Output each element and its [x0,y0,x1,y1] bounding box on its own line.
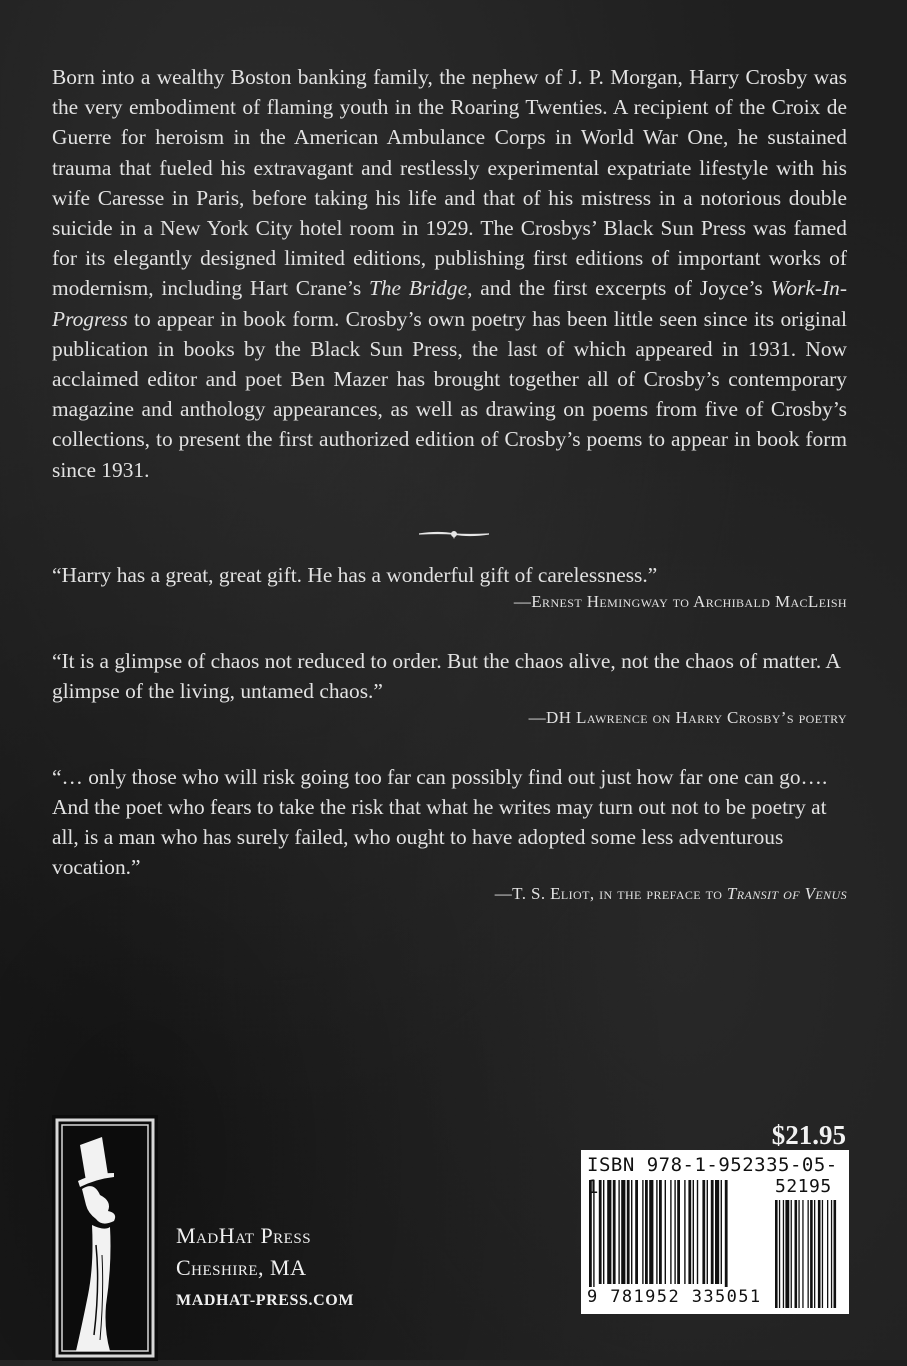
quote-attribution [52,882,847,906]
blurb-text-3: to appear in book form. Crosby’s own poetry has been little seen since its original publication in books by the Black Sun Press, the last of which appeared in 1931. Now acclaimed editor and poet Ben Mazer has brought together all of Crosby’s contemporary magazine and anthology appearances, as well as drawing on poems from five of Crosby’s collections, to present the first authorized edition of Crosby’s poems to appear in book form since 1931. [52,306,847,482]
price: $21.95 [771,1120,846,1150]
blurb-text-2: , and the first excerpts of Joyce’s [467,276,771,301]
blurb-title-work-in-progress: Work-In-Progress [52,276,847,331]
attribution-title: Transit of Venus [726,884,847,903]
price-supplement-code: 52195 [775,1176,832,1197]
quote-text: “… only those who will risk going too far can possibly find out just how far one can go…. And the poet who fears to take the risk that what he writes may turn out not to be poetry at all, is a man who has surely failed, who ought to have adopted some less adventurous vocation.” [52,765,828,879]
isbn-barcode [581,1150,849,1314]
publisher-website: MADHAT-PRESS.COM [176,1292,355,1309]
quote-attribution: —Ernest Hemingway to Archibald MacLeish [513,592,847,611]
ornament-divider-icon [419,528,489,540]
quote-text: “Harry has a great, great gift. He has a wonderful gift of carelessness.” [52,563,658,587]
quote-attribution: —DH Lawrence on Harry Crosby’s poetry [528,708,847,727]
blurb-text-1: Born into a wealthy Boston banking family, the nephew of J. P. Morgan, Harry Crosby was the very embodiment of flaming youth in the Roaring Twenties. A recipient of the Croix de Guerre for heroism in the American Ambulance Corps in World War One, he sustained trauma that fueled his extravagant and restlessly experimental expatriate lifestyle with his wife Caresse in Paris, before taking his life and that of his mistress in a notorious double suicide in a New York City hotel room in 1929. The Crosbys’ Black Sun Press was famed for its elegantly designed limited editions, publishing first editions of important works of modernism, including Hart Crane’s [52,65,847,301]
quote-hemingway [52,560,847,614]
attribution-prefix: —T. S. Eliot, in the preface to [494,884,727,903]
blurb-title-the-bridge: The Bridge [368,276,468,301]
publisher-location: Cheshire, MA [176,1255,307,1280]
publisher-info [176,1220,354,1316]
madhat-logo [52,1115,158,1361]
madhat-figure-icon [52,1115,158,1361]
back-cover-blurb [52,62,847,485]
quote-text: “It is a glimpse of chaos not reduced to order. But the chaos alive, not the chaos of matter. A glimpse of the living, untamed chaos.” [52,649,840,703]
quote-eliot [52,762,847,906]
ean-number: 9 781952 335051 [587,1287,762,1307]
isbn-text: ISBN 978-1-952335-05-1 [587,1154,838,1198]
publisher-name: MadHat Press [176,1223,312,1248]
quote-lawrence [52,646,847,730]
